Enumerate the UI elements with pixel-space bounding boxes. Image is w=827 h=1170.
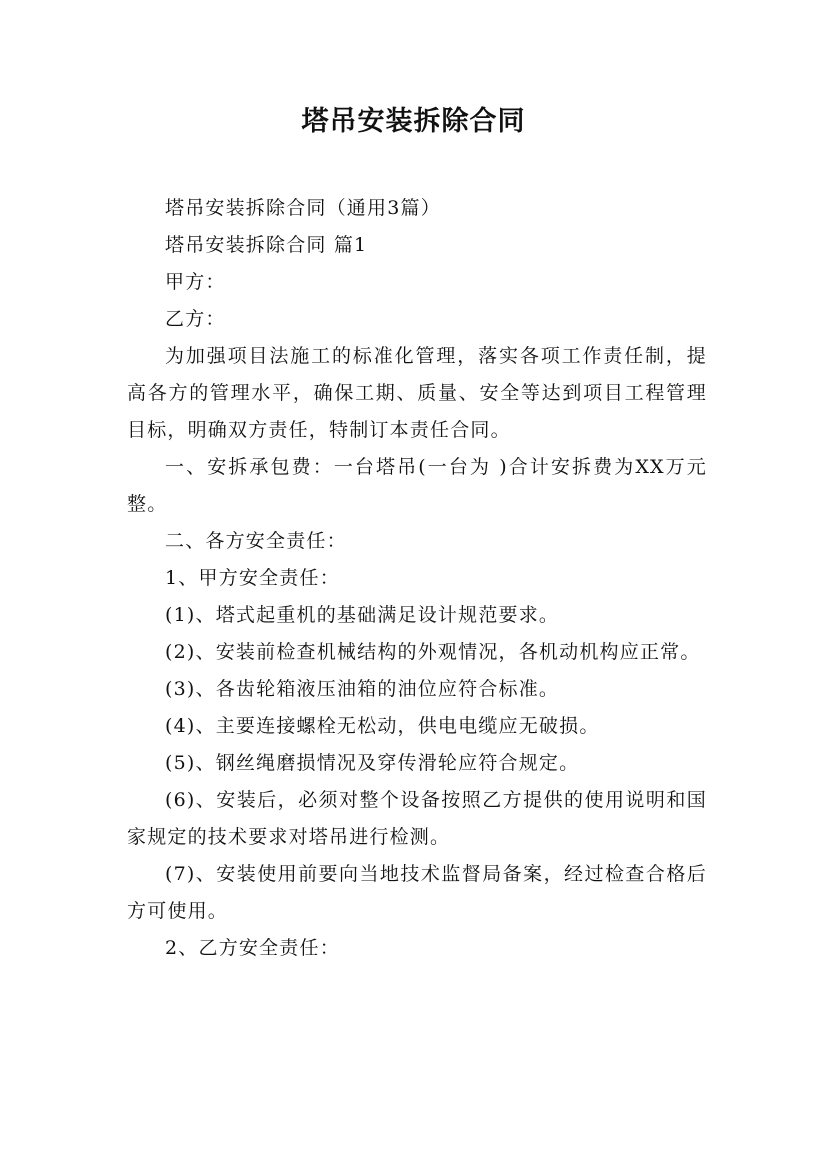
paragraph-responsibilities-heading: 二、各方安全责任：	[165, 530, 347, 552]
list-item: (7)、安装使用前要向当地技术监督局备案，经过检查合格后方可使用。	[127, 863, 707, 922]
document-title: 塔吊安装拆除合同	[301, 106, 526, 137]
paragraph-party-b: 乙方：	[165, 308, 226, 330]
list-item: (3)、各齿轮箱液压油箱的油位应符合标准。	[165, 678, 560, 700]
paragraph-party-b-responsibility: 2、乙方安全责任：	[165, 937, 340, 959]
list-item: (2)、安装前检查机械结构的外观情况，各机动机构应正常。	[165, 641, 701, 663]
list-item: (6)、安装后，必须对整个设备按照乙方提供的使用说明和国家规定的技术要求对塔吊进行检测。	[127, 789, 707, 848]
list-item: (5)、钢丝绳磨损情况及穿传滑轮应符合规定。	[165, 752, 580, 774]
paragraph-fee: 一、安拆承包费：一台塔吊(一台为 )合计安拆费为XX万元整。	[127, 456, 707, 515]
paragraph-party-a-responsibility: 1、甲方安全责任：	[165, 567, 340, 589]
paragraph-section-heading: 塔吊安装拆除合同 篇1	[165, 234, 368, 256]
paragraph-purpose: 为加强项目法施工的标准化管理，落实各项工作责任制，提高各方的管理水平，确保工期、质量、安全等达到项目工程管理目标，明确双方责任，特制订本责任合同。	[127, 345, 707, 441]
paragraph-subtitle: 塔吊安装拆除合同（通用3篇）	[165, 197, 441, 219]
document-body	[127, 190, 707, 967]
paragraph-party-a: 甲方：	[165, 271, 226, 293]
list-item: (4)、主要连接螺栓无松动，供电电缆应无破损。	[165, 715, 600, 737]
list-item: (1)、塔式起重机的基础满足设计规范要求。	[165, 604, 560, 626]
